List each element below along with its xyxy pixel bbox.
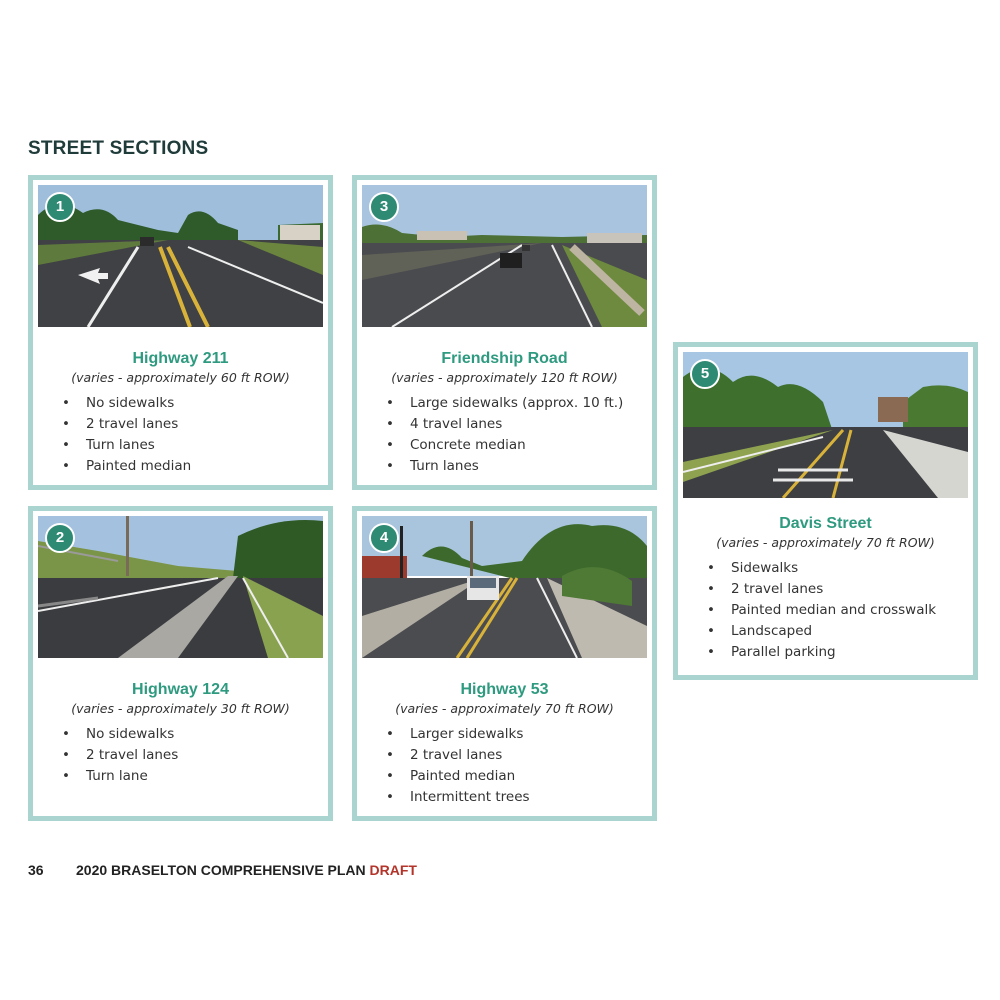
section-number-badge: 5 bbox=[690, 359, 720, 389]
feature-list bbox=[384, 724, 530, 808]
section-number-badge: 2 bbox=[45, 523, 75, 553]
street-section-card-5 bbox=[673, 342, 978, 680]
feature-list bbox=[60, 393, 191, 477]
section-subtitle: (varies - approximately 120 ft ROW) bbox=[391, 370, 618, 385]
street-section-card-4 bbox=[352, 506, 657, 821]
list-item: • No sidewalks bbox=[60, 724, 178, 745]
section-title: Highway 124 bbox=[132, 681, 229, 698]
feature-list bbox=[705, 558, 936, 663]
document-title: 2020 BRASELTON COMPREHENSIVE PLAN bbox=[76, 862, 366, 878]
street-photo bbox=[683, 352, 968, 498]
list-item: • Concrete median bbox=[384, 435, 623, 456]
list-item: • No sidewalks bbox=[60, 393, 191, 414]
page-number: 36 bbox=[28, 862, 44, 878]
list-item: • Landscaped bbox=[705, 621, 936, 642]
street-section-card-2 bbox=[28, 506, 333, 821]
street-photo bbox=[38, 185, 323, 327]
list-item: • Painted median bbox=[384, 766, 530, 787]
feature-list bbox=[384, 393, 623, 477]
page-heading: STREET SECTIONS bbox=[28, 138, 209, 159]
section-number-badge: 1 bbox=[45, 192, 75, 222]
list-item: • 2 travel lanes bbox=[60, 414, 191, 435]
street-photo bbox=[362, 185, 647, 327]
list-item: • Sidewalks bbox=[705, 558, 936, 579]
section-subtitle: (varies - approximately 70 ft ROW) bbox=[716, 535, 935, 550]
list-item: • Painted median bbox=[60, 456, 191, 477]
list-item: • Painted median and crosswalk bbox=[705, 600, 936, 621]
feature-list bbox=[60, 724, 178, 787]
section-title: Friendship Road bbox=[441, 350, 568, 367]
street-photo bbox=[362, 516, 647, 658]
street-section-card-1 bbox=[28, 175, 333, 490]
street-photo bbox=[38, 516, 323, 658]
list-item: • Turn lanes bbox=[384, 456, 623, 477]
list-item: • 2 travel lanes bbox=[384, 745, 530, 766]
draft-label: DRAFT bbox=[369, 862, 417, 878]
section-title: Highway 211 bbox=[132, 350, 229, 367]
list-item: • Turn lanes bbox=[60, 435, 191, 456]
section-title: Davis Street bbox=[779, 515, 872, 532]
page-footer bbox=[28, 862, 417, 878]
list-item: • Turn lane bbox=[60, 766, 178, 787]
section-title: Highway 53 bbox=[460, 681, 549, 698]
list-item: • Large sidewalks (approx. 10 ft.) bbox=[384, 393, 623, 414]
list-item: • Intermittent trees bbox=[384, 787, 530, 808]
section-subtitle: (varies - approximately 70 ft ROW) bbox=[395, 701, 614, 716]
list-item: • Parallel parking bbox=[705, 642, 936, 663]
section-subtitle: (varies - approximately 30 ft ROW) bbox=[71, 701, 290, 716]
section-number-badge: 4 bbox=[369, 523, 399, 553]
list-item: • 2 travel lanes bbox=[60, 745, 178, 766]
street-section-card-3 bbox=[352, 175, 657, 490]
section-number-badge: 3 bbox=[369, 192, 399, 222]
list-item: • Larger sidewalks bbox=[384, 724, 530, 745]
list-item: • 4 travel lanes bbox=[384, 414, 623, 435]
list-item: • 2 travel lanes bbox=[705, 579, 936, 600]
section-subtitle: (varies - approximately 60 ft ROW) bbox=[71, 370, 290, 385]
